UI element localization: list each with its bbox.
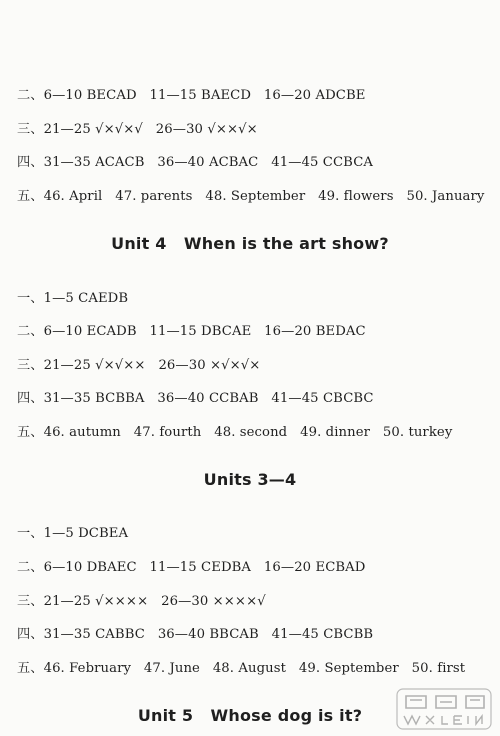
- answer-line: 五、46. February 47. June 48. August 49. September 50. first: [17, 661, 466, 676]
- answer-line: 一、1—5 DCBEA: [17, 526, 129, 541]
- watermark-logo: [396, 688, 492, 730]
- answer-line: 四、31—35 ACACB 36—40 ACBAC 41—45 CCBCA: [17, 155, 374, 170]
- answer-line: 四、31—35 BCBBA 36—40 CCBAB 41—45 CBCBC: [17, 391, 374, 406]
- answer-line: 三、21—25 √×√×√ 26—30 √××√×: [17, 122, 258, 137]
- section-heading: Unit 4 When is the art show?: [111, 234, 389, 253]
- answer-line: 二、6—10 ECADB 11—15 DBCAE 16—20 BEDAC: [17, 324, 366, 339]
- section-heading: Units 3—4: [203, 470, 297, 489]
- answer-line: 二、6—10 DBAEC 11—15 CEDBA 16—20 ECBAD: [17, 560, 366, 575]
- answer-line: 二、6—10 BECAD 11—15 BAECD 16—20 ADCBE: [17, 88, 366, 103]
- section-heading: Unit 5 Whose dog is it?: [137, 706, 363, 725]
- answer-line: 五、46. April 47. parents 48. September 49. flowers 50. January: [17, 189, 485, 204]
- answer-line: 三、21—25 √×××× 26—30 ××××√: [17, 594, 266, 609]
- answer-line: 三、21—25 √×√×× 26—30 ×√×√×: [17, 358, 261, 373]
- answer-line: 一、1—5 CAEDB: [17, 291, 129, 306]
- answer-line: 五、46. autumn 47. fourth 48. second 49. dinner 50. turkey: [17, 425, 453, 440]
- answer-line: 四、31—35 CABBC 36—40 BBCAB 41—45 CBCBB: [17, 627, 374, 642]
